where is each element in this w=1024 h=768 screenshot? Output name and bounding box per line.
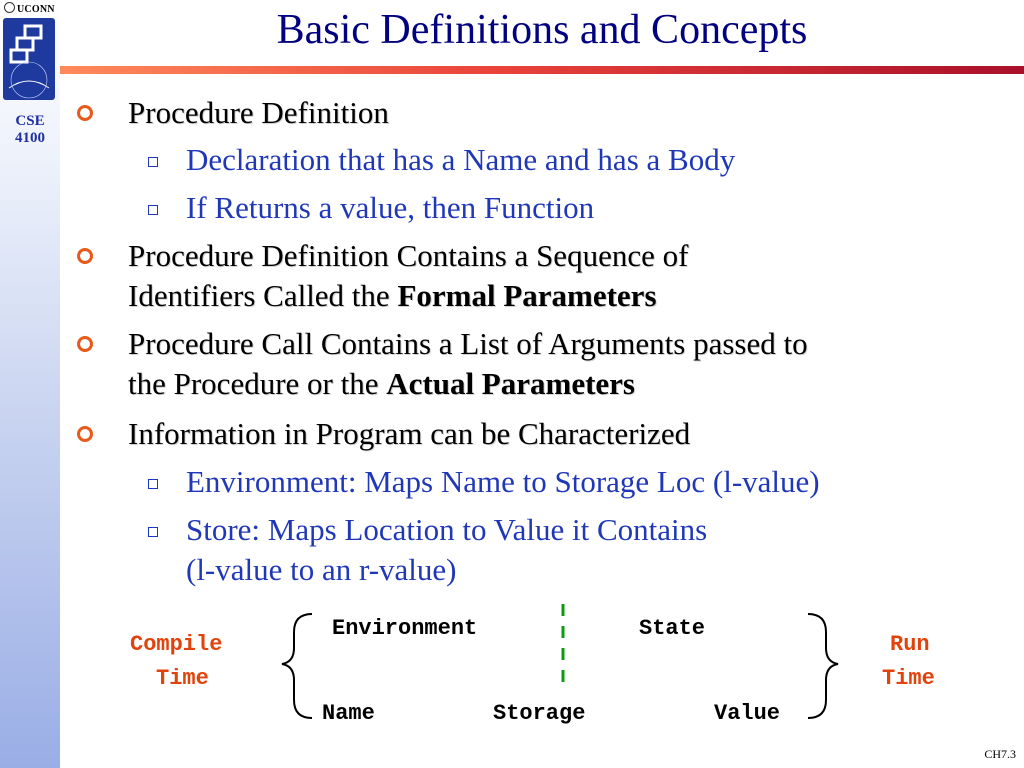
run-label: Run xyxy=(890,632,930,657)
bullet-text-line2: Identifiers Called the xyxy=(128,278,398,313)
right-brace xyxy=(808,614,838,718)
bullet-text-line1: Procedure Call Contains a List of Arguments passed to xyxy=(128,326,808,361)
bullet-bold-term: Formal Parameters xyxy=(397,278,657,313)
sub-bullet-text-line1: Store: Maps Location to Value it Contains xyxy=(186,512,708,547)
environment-label: Environment xyxy=(332,616,478,641)
sub-bullet-text-line2: (l-value to an r-value) xyxy=(186,552,457,587)
state-label: State xyxy=(639,616,706,641)
storage-label: Storage xyxy=(493,701,586,726)
bullet-text: Procedure Definition xyxy=(128,95,389,130)
page-number: CH7.3 xyxy=(984,747,1016,761)
sub-bullet-text: Environment: Maps Name to Storage Loc (l-value) xyxy=(186,464,820,499)
name-label: Name xyxy=(322,701,375,726)
slide-title: Basic Definitions and Concepts xyxy=(276,7,808,53)
sub-bullet-text: Declaration that has a Name and has a Body xyxy=(186,142,736,177)
left-brace xyxy=(282,614,312,718)
institution-text: UCONN xyxy=(17,4,55,15)
bullet-bold-term: Actual Parameters xyxy=(386,366,635,401)
course-code-line1: CSE xyxy=(15,113,45,129)
compile-time-label: Time xyxy=(156,666,209,691)
course-code-line2: 4100 xyxy=(15,130,45,146)
compile-label: Compile xyxy=(130,632,223,657)
value-label: Value xyxy=(714,701,781,726)
bullet-text-line2: the Procedure or the xyxy=(128,366,387,401)
bullet-text: Information in Program can be Characterized xyxy=(128,416,691,451)
sub-bullet-text: If Returns a value, then Function xyxy=(186,190,595,225)
bullet-text-line1: Procedure Definition Contains a Sequence of xyxy=(128,238,689,273)
run-time-label: Time xyxy=(882,666,935,691)
